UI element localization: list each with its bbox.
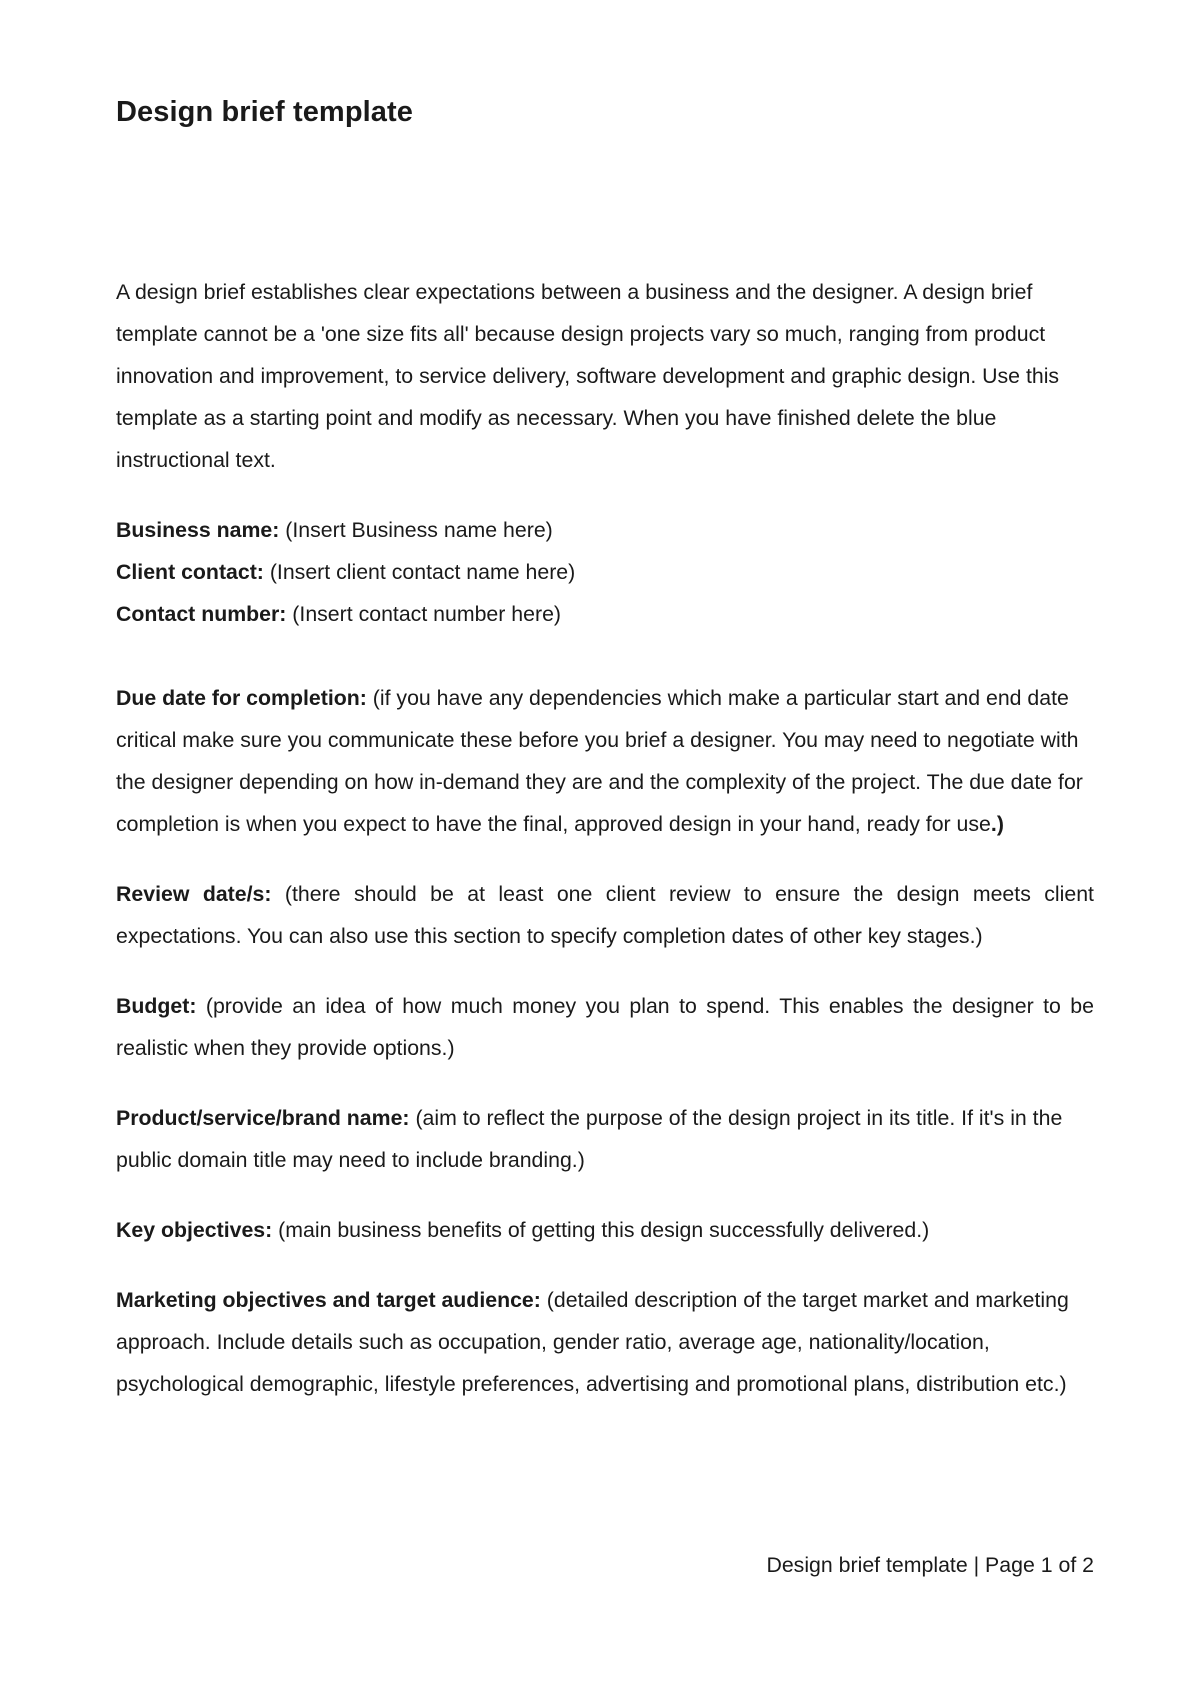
product-name-section: [116, 1097, 1094, 1181]
marketing-objectives-section: [116, 1279, 1094, 1405]
key-objectives-section: [116, 1209, 1094, 1251]
client-contact-field: [116, 551, 1094, 593]
client-contact-label: Client contact:: [116, 560, 264, 584]
business-name-label: Business name:: [116, 518, 280, 542]
marketing-objectives-text: (detailed description of the target market and marketing approach. Include details such as occupation, gender ratio, average age, nationality/location, psychological demographic, lifestyle preferences, advertising and promotional plans, distribution etc.): [116, 1288, 1069, 1396]
business-name-field: [116, 509, 1094, 551]
page-footer: Design brief template | Page 1 of 2: [766, 1553, 1094, 1577]
review-dates-section: [116, 873, 1094, 957]
product-name-text: (aim to reflect the purpose of the design project in its title. If it's in the public domain title may need to include branding.): [116, 1106, 1063, 1172]
product-name-label: Product/service/brand name:: [116, 1106, 410, 1130]
review-dates-text: (there should be at least one client review to ensure the design meets client expectations. You can also use this section to specify completion dates of other key stages.): [116, 882, 1094, 948]
intro-paragraph: A design brief establishes clear expectations between a business and the designer. A design brief template cannot be a 'one size fits all' because design projects vary so much, ranging from product innovation and improvement, to service delivery, software development and graphic design. Use this template as a starting point and modify as necessary. When you have finished delete the blue instructional text.: [116, 280, 1060, 472]
review-dates-label: Review date/s:: [116, 882, 272, 906]
contact-number-placeholder: (Insert contact number here): [286, 602, 562, 626]
budget-label: Budget:: [116, 994, 197, 1018]
due-date-text: (if you have any dependencies which make a particular start and end date critical make sure you communicate these before you brief a designer. You may need to negotiate with the designer depending on how in-demand they are and the complexity of the project. The due date for completion is when you expect to have the final, approved design in your hand, ready for use: [116, 686, 1083, 836]
client-contact-placeholder: (Insert client contact name here): [263, 560, 576, 584]
due-date-label: Due date for completion:: [116, 686, 367, 710]
due-date-closing: .): [990, 812, 1004, 836]
contact-number-field: [116, 593, 1094, 635]
document-title: Design brief template: [116, 96, 413, 128]
budget-section: [116, 985, 1094, 1069]
key-objectives-label: Key objectives:: [116, 1218, 273, 1242]
key-objectives-text: (main business benefits of getting this design successfully delivered.): [272, 1218, 930, 1242]
marketing-objectives-label: Marketing objectives and target audience:: [116, 1288, 541, 1312]
budget-text: (provide an idea of how much money you plan to spend. This enables the designer to be realistic when they provide options.): [116, 994, 1094, 1060]
contact-number-label: Contact number:: [116, 602, 287, 626]
business-name-placeholder: (Insert Business name here): [279, 518, 553, 542]
due-date-section: [116, 677, 1094, 845]
document-body: [116, 271, 1094, 1405]
